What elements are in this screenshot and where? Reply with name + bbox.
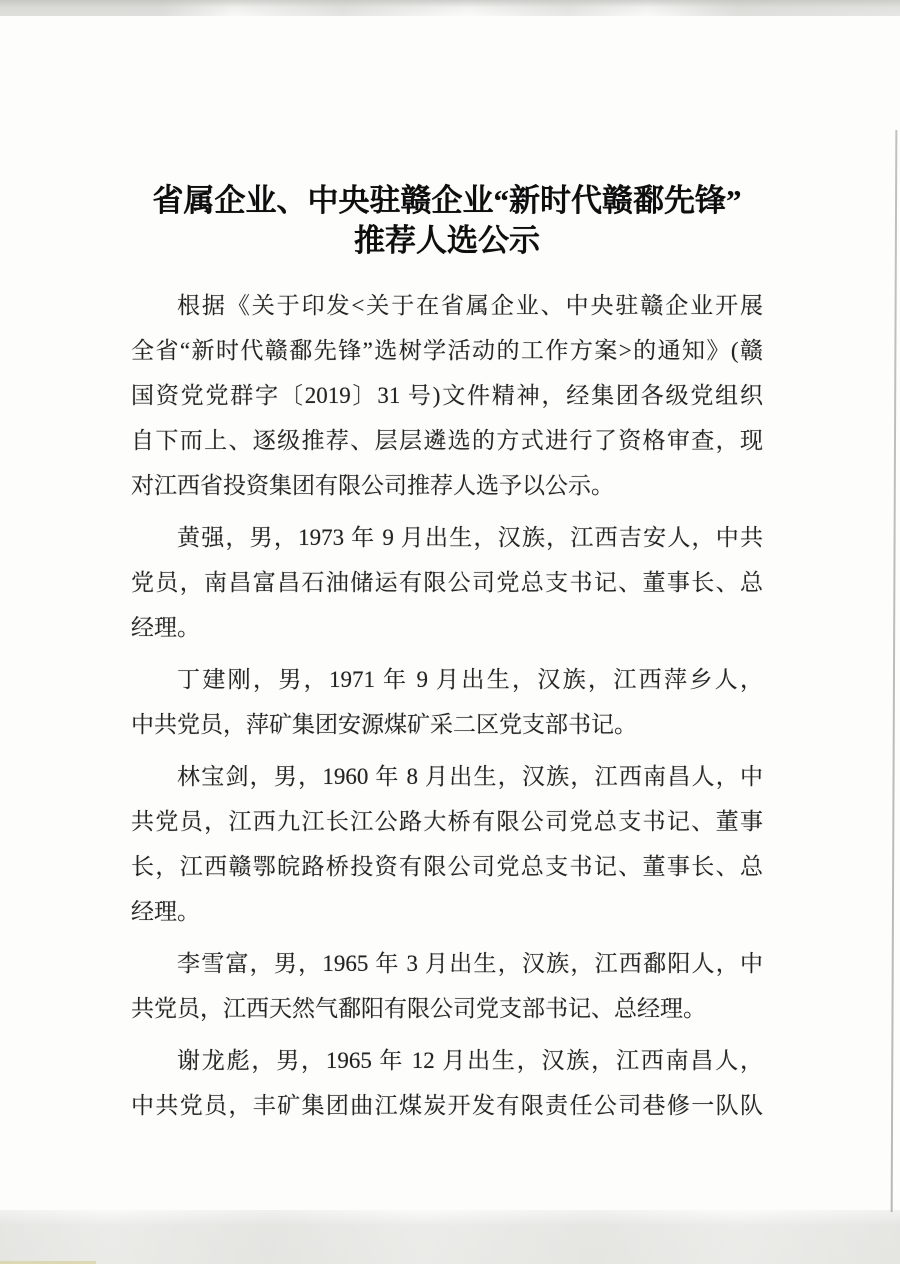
paragraph <box>131 515 763 650</box>
paragraph <box>131 754 763 934</box>
text-line: 对江西省投资集团有限公司推荐人选予以公示。 <box>131 473 614 498</box>
text-line: 谢龙彪，男，1965 年 12 月出生，汉族，江西南昌人， <box>177 1048 763 1073</box>
paragraph <box>131 657 763 747</box>
text-line: 根据《关于印发<关于在省属企业、中央驻赣企业开展 <box>177 293 763 318</box>
document-title-line-2: 推荐人选公示 <box>354 223 540 258</box>
text-line: 全省“新时代赣鄱先锋”选树学活动的工作方案>的通知》(赣 <box>131 338 763 363</box>
text-line: 国资党党群字〔2019〕31 号)文件精神，经集团各级党组织 <box>131 383 763 408</box>
text-line: 李雪富，男，1965 年 3 月出生，汉族，江西鄱阳人，中 <box>177 951 763 976</box>
document-body <box>131 283 763 1128</box>
text-line: 长，江西赣鄂皖路桥投资有限公司党总支书记、董事长、总 <box>131 854 763 879</box>
text-line: 党员，南昌富昌石油储运有限公司党总支书记、董事长、总 <box>131 570 763 595</box>
text-line: 共党员，江西九江长江公路大桥有限公司党总支书记、董事 <box>131 809 763 834</box>
text-line: 共党员，江西天然气鄱阳有限公司党支部书记、总经理。 <box>131 996 706 1021</box>
text-line: 自下而上、逐级推荐、层层遴选的方式进行了资格审查，现 <box>131 428 763 453</box>
text-line: 中共党员，丰矿集团曲江煤炭开发有限责任公司巷修一队队 <box>131 1093 763 1118</box>
document-title-line-1: 省属企业、中央驻赣企业“新时代赣鄱先锋” <box>152 183 742 218</box>
text-line: 黄强，男，1973 年 9 月出生，汉族，江西吉安人，中共 <box>177 525 763 550</box>
scan-artifact-line <box>891 130 898 1212</box>
scan-edge-top <box>0 0 900 16</box>
text-line: 丁建刚，男，1971 年 9 月出生，汉族，江西萍乡人， <box>177 667 763 692</box>
scan-edge-bottom <box>0 1210 900 1264</box>
text-line: 林宝剑，男，1960 年 8 月出生，汉族，江西南昌人，中 <box>177 764 763 789</box>
text-line: 经理。 <box>131 899 200 924</box>
paragraph <box>131 283 763 508</box>
paragraph <box>131 1038 763 1128</box>
document-title <box>131 181 763 261</box>
paragraph <box>131 941 763 1031</box>
text-line: 中共党员，萍矿集团安源煤矿采二区党支部书记。 <box>131 712 637 737</box>
text-line: 经理。 <box>131 615 200 640</box>
